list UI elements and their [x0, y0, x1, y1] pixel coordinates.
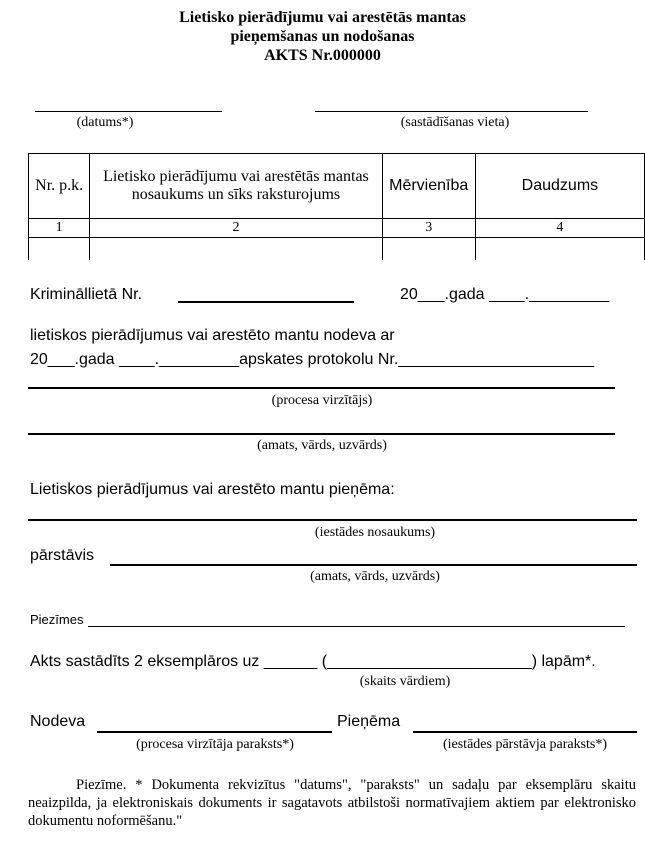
received-signature-line[interactable]	[413, 731, 637, 733]
representative-label: pārstāvis	[30, 547, 95, 564]
header-unit: Mērvienība	[382, 154, 475, 219]
case-number-line[interactable]	[178, 301, 354, 303]
case-label: Krimināllietā Nr.	[30, 286, 143, 303]
handed-label: Nodeva	[30, 713, 86, 730]
notes-label: Piezīmes	[30, 612, 84, 627]
process-caption: (procesa virzītājs)	[271, 393, 373, 408]
cell[interactable]	[475, 238, 644, 260]
position-line-1[interactable]	[28, 433, 615, 435]
title-line-2: pieņemšanas un nodošanas	[230, 28, 415, 45]
position-line-2[interactable]	[110, 564, 637, 566]
header-nr: Nr. p.k.	[29, 154, 90, 219]
table-row	[29, 238, 645, 260]
cell[interactable]	[382, 238, 475, 260]
institution-caption: (iestādes nosaukums)	[314, 525, 436, 540]
case-date: 20___.gada ____._________	[400, 286, 610, 303]
count-caption: (skaits vārdiem)	[359, 674, 451, 689]
institution-line[interactable]	[28, 519, 637, 521]
title-line-3: AKTS Nr.000000	[264, 47, 381, 64]
notes-line[interactable]	[88, 626, 625, 627]
col-number-2: 2	[90, 219, 382, 238]
copies-text: Akts sastādīts 2 eksemplāros uz ______ (_______________________) lapām*.	[30, 653, 596, 670]
header-quantity: Daudzums	[475, 154, 644, 219]
items-table	[28, 153, 645, 260]
header-name: Lietisko pierādījumu vai arestētās mantas nosaukums un sīks raksturojums	[90, 154, 382, 219]
handed-signature-line[interactable]	[97, 731, 332, 733]
place-line[interactable]	[315, 111, 588, 112]
title-line-1: Lietisko pierādījumu vai arestētās mantas	[179, 9, 466, 26]
cell[interactable]	[90, 238, 382, 260]
handed-signature-caption: (procesa virzītāja paraksts*)	[136, 737, 294, 752]
accepted-label: Lietiskos pierādījumus vai arestēto mantu pieņēma:	[30, 481, 395, 498]
position-caption-1: (amats, vārds, uzvārds)	[257, 438, 387, 453]
col-number-1: 1	[29, 219, 90, 238]
col-number-3: 3	[382, 219, 475, 238]
received-label: Pieņēma	[337, 713, 401, 730]
handover-line-2: 20___.gada ____._________apskates protokolu Nr.______________________	[30, 351, 595, 368]
place-caption: (sastādīšanas vieta)	[400, 115, 510, 130]
position-caption-2: (amats, vārds, uzvārds)	[310, 569, 440, 584]
col-number-4: 4	[475, 219, 644, 238]
process-line[interactable]	[28, 387, 615, 389]
date-caption: (datums*)	[76, 115, 134, 130]
date-line[interactable]	[35, 111, 222, 112]
handover-line-1: lietiskos pierādījumus vai arestēto mantu nodeva ar	[30, 327, 395, 344]
footnote: Piezīme. * Dokumenta rekvizītus "datums", "paraksts" un sadaļu par eksemplāru skaitu neaizpilda, ja elektroniskais dokuments ir sagatavots atbilstoši normatīvajiem aktiem par elektronisko dokumentu noformēšanu."	[28, 777, 636, 829]
cell[interactable]	[29, 238, 90, 260]
received-signature-caption: (iestādes pārstāvja paraksts*)	[442, 737, 608, 752]
